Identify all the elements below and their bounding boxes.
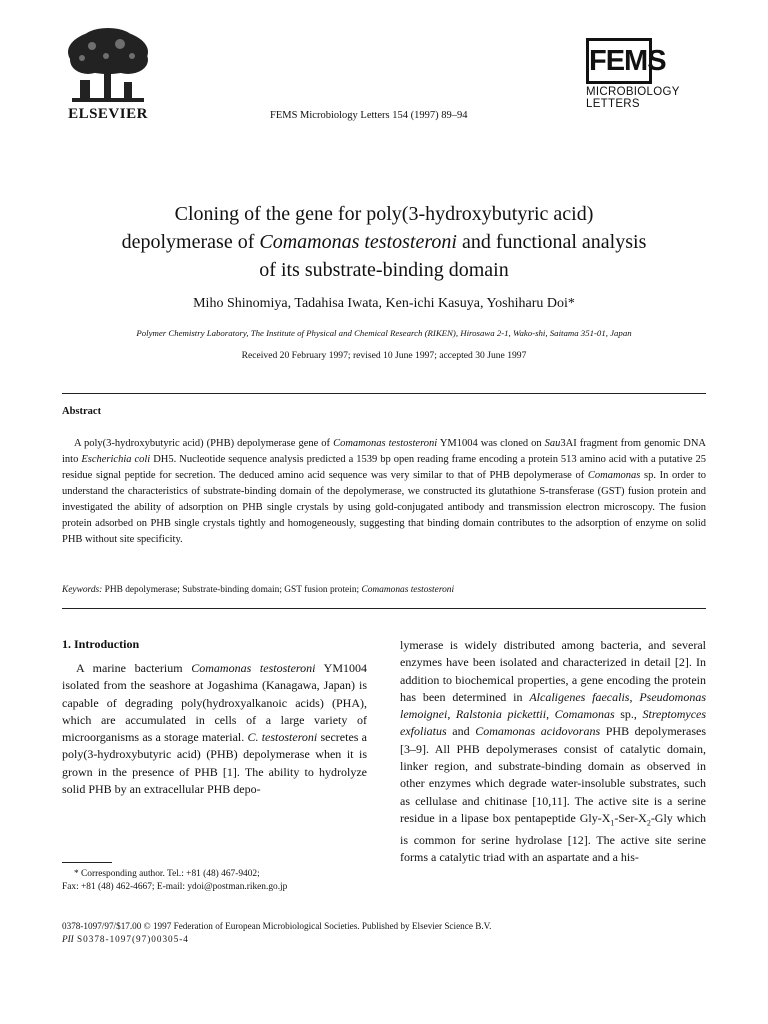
publisher-name: ELSEVIER bbox=[68, 106, 148, 122]
footnote-rule bbox=[62, 862, 112, 863]
abstract-body: A poly(3-hydroxybutyric acid) (PHB) depolymerase gene of Comamonas testosteroni YM1004 was cloned on Sau3AI fragment from genomic DNA into Escherichia coli DH5. Nucleotide sequence analysis predicted a 1539 bp open reading frame encoding a protein 513 amino acid with a putative 25 residue signal peptide for secretion. The deduced amino acid sequence was very similar to that of PHB depolymerase of Comamonas sp. In order to understand the characteristics of substrate-binding domain of the depolymerase, we constructed its glutathione S-transferase (GST) fusion protein and investigated the ability of adsorption on PHB single crystals by using gold-conjugated antibody and transmission electron microscopy. The fusion protein adsorbed on PHB single crystals tightly and homogeneously, suggesting that binding domain contributes to the adsorption of enzyme on solid PHB without site specificity. bbox=[62, 438, 706, 545]
fems-subtitle-1: MICROBIOLOGY bbox=[586, 86, 680, 98]
affiliation: Polymer Chemistry Laboratory, The Institute of Physical and Chemical Research (RIKEN), Hirosawa 2-1, Wako-shi, Saitama 351-01, Japan bbox=[136, 328, 632, 338]
abstract-heading: Abstract bbox=[62, 406, 102, 417]
copyright-footer bbox=[62, 920, 706, 946]
divider-top bbox=[62, 393, 706, 394]
received-dates: Received 20 February 1997; revised 10 June 1997; accepted 30 June 1997 bbox=[241, 350, 527, 361]
footnote-line-2: Fax: +81 (48) 462-4667; E-mail: ydoi@postman.riken.go.jp bbox=[62, 882, 288, 892]
article-title bbox=[40, 200, 728, 284]
fems-subtitle-2: LETTERS bbox=[586, 98, 640, 110]
pii-line: PII S0378-1097(97)00305-4 bbox=[62, 934, 189, 944]
footnote-line-1: * Corresponding author. Tel.: +81 (48) 467-9402; bbox=[74, 869, 260, 879]
fems-logo: FEMS bbox=[586, 38, 652, 84]
title-line-3: of its substrate-binding domain bbox=[259, 259, 509, 281]
fems-logo-block bbox=[586, 38, 708, 112]
title-line-1: Cloning of the gene for poly(3-hydroxybutyric acid) bbox=[174, 203, 594, 225]
copyright-line: 0378-1097/97/$17.00 © 1997 Federation of European Microbiological Societies. Published by Elsevier Science B.V. bbox=[62, 921, 492, 931]
divider-mid bbox=[62, 608, 706, 609]
title-line-2: depolymerase of Comamonas testosteroni and functional analysis bbox=[121, 231, 647, 253]
section-heading-introduction: 1. Introduction bbox=[62, 637, 140, 651]
intro-right-column: lymerase is widely distributed among bacteria, and several enzymes have been isolated and characterized in detail [2]. In addition to biochemical properties, a gene encoding the protein has been determined in Alcaligenes faecalis, Pseudomonas lemoignei, Ralstonia pickettii, Comamonas sp., Streptomyces exfoliatus and Comamonas acidovorans PHB depolymerases [3–9]. All PHB depolymerases consist of catalytic domain, linker region, and substrate-binding domain as observed in other enzymes which degrade water-insoluble substrates, such as cellulase and chitinase [10,11]. The active site is a serine residue in a lipase box pentapeptide Gly-$X_1-Ser-X_2$-Gly which is common for serine hydrolase [12]. The active site serine forms a catalytic triad with an aspartate and a his- bbox=[400, 638, 707, 864]
authors: Miho Shinomiya, Tadahisa Iwata, Ken-ichi Kasuya, Yoshiharu Doi* bbox=[193, 296, 575, 311]
footnote bbox=[62, 868, 382, 894]
journal-reference: FEMS Microbiology Letters 154 (1997) 89–94 bbox=[270, 110, 468, 121]
intro-left-column: A marine bacterium Comamonas testosteroni YM1004 isolated from the seashore at Jogashima (Kanagawa, Japan) is capable of degrading poly(hydroxyalkanoic acids) (PHA), which are accumulated in cells of a large variety of microorganisms as a storage material. C. testosteroni secretes a poly(3-hydroxybutyric acid) (PHB) depolymerase when it is grown in the presence of PHB [1]. The ability to hydrolyze solid PHB by an extracellular PHB depo- bbox=[62, 661, 368, 797]
keywords: Keywords: PHB depolymerase; Substrate-binding domain; GST fusion protein; Comamonas testosteroni bbox=[62, 585, 455, 595]
